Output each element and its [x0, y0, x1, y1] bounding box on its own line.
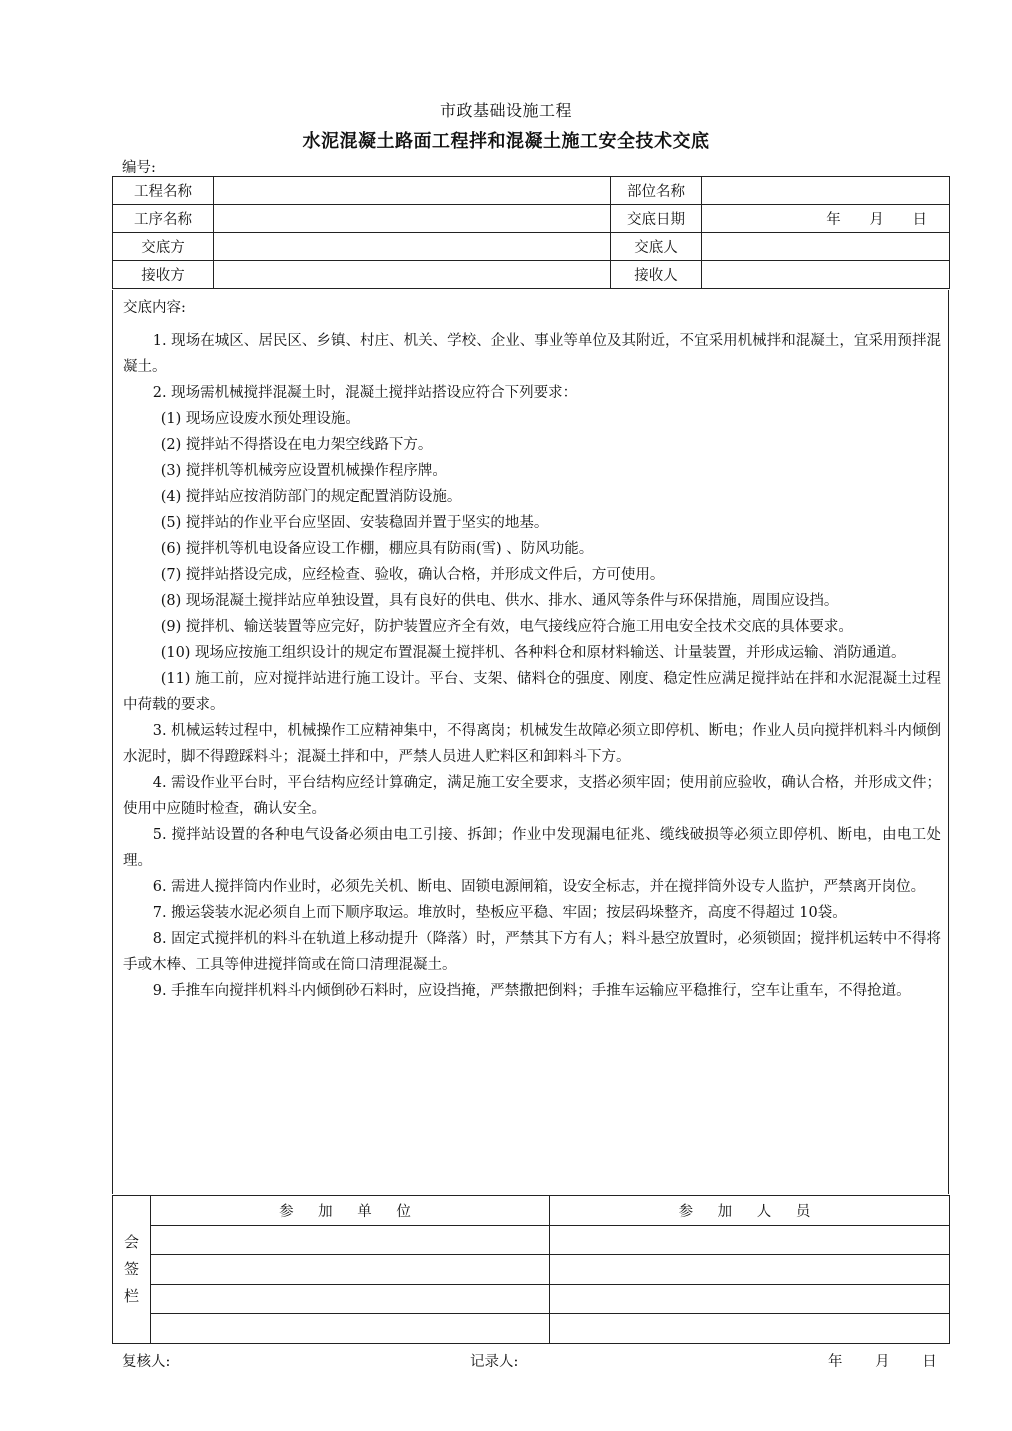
info-row-project	[113, 177, 950, 205]
content-paragraph: (10) 现场应按施工组织设计的规定布置混凝土搅拌机、各种料仓和原材料输送、计量装置，并形成运输、消防通道。	[160, 645, 906, 661]
receiver-party-field[interactable]	[214, 261, 611, 289]
content-paragraph: 4. 需设作业平台时，平台结构应经计算确定，满足施工安全要求，支搭必须牢固；使用前应验收，确认合格，并形成文件；使用中应随时检查，确认安全。	[123, 775, 941, 817]
signature-row	[113, 1225, 950, 1255]
unit-cell[interactable]	[151, 1225, 550, 1255]
info-table	[112, 176, 950, 289]
footer-date: 年 月 日	[828, 1354, 951, 1370]
recorder-label: 记录人:	[470, 1354, 519, 1370]
part-name-field[interactable]	[702, 177, 950, 205]
side-char: 会	[123, 1232, 139, 1251]
serial-number-label: 编号:	[122, 160, 156, 176]
handover-date-label: 交底日期	[611, 205, 702, 233]
handover-content-body	[123, 328, 941, 1004]
content-paragraph: (7) 搅拌站搭设完成，应经检查、验收，确认合格，并形成文件后，方可使用。	[160, 567, 665, 583]
content-paragraph: (11) 施工前，应对搅拌站进行施工设计。平台、支架、储料仓的强度、刚度、稳定性应满足搅拌站在拌和水泥混凝土过程中荷载的要求。	[123, 671, 941, 713]
content-paragraph: 5. 搅拌站设置的各种电气设备必须由电工引接、拆卸；作业中发现漏电征兆、缆线破损等必须立即停机、断电，由电工处理。	[123, 827, 941, 869]
project-name-label: 工程名称	[113, 177, 214, 205]
content-paragraph: (9) 搅拌机、输送装置等应完好，防护装置应齐全有效，电气接线应符合施工用电安全技术交底的具体要求。	[160, 619, 853, 635]
person-cell[interactable]	[550, 1284, 950, 1314]
receiver-party-label: 接收方	[113, 261, 214, 289]
giver-party-field[interactable]	[214, 233, 611, 261]
signature-table	[112, 1195, 950, 1344]
participating-person-header: 参 加 人 员	[550, 1196, 950, 1226]
document-title: 水泥混凝土路面工程拌和混凝土施工安全技术交底	[302, 131, 710, 152]
content-paragraph: 7. 搬运袋装水泥必须自上而下顺序取运。堆放时，垫板应平稳、牢固；按层码垛整齐，高度不得超过 10袋。	[152, 905, 847, 921]
handover-content-box	[112, 290, 949, 1194]
content-paragraph: 1. 现场在城区、居民区、乡镇、村庄、机关、学校、企业、事业等单位及其附近，不宜采用机械拌和混凝土，宜采用预拌混凝土。	[123, 333, 941, 375]
reviewer-label: 复核人:	[122, 1354, 171, 1370]
signature-row	[113, 1284, 950, 1314]
signature-row	[113, 1255, 950, 1285]
side-char: 签	[123, 1259, 139, 1278]
receiver-person-field[interactable]	[702, 261, 950, 289]
content-paragraph: (5) 搅拌站的作业平台应坚固、安装稳固并置于坚实的地基。	[160, 515, 549, 531]
person-cell[interactable]	[550, 1255, 950, 1285]
content-paragraph: (8) 现场混凝土搅拌站应单独设置，具有良好的供电、供水、排水、通风等条件与环保措施，周围应设挡。	[160, 593, 839, 609]
content-paragraph: 6. 需进人搅拌筒内作业时，必须先关机、断电、固锁电源闸箱，设安全标志，并在搅拌筒外设专人监护，严禁离开岗位。	[152, 879, 926, 895]
unit-cell[interactable]	[151, 1284, 550, 1314]
unit-cell[interactable]	[151, 1255, 550, 1285]
process-name-label: 工序名称	[113, 205, 214, 233]
side-char: 栏	[123, 1286, 139, 1305]
giver-party-label: 交底方	[113, 233, 214, 261]
handover-date-field[interactable]: 年 月 日	[702, 205, 950, 233]
person-cell[interactable]	[550, 1225, 950, 1255]
giver-person-field[interactable]	[702, 233, 950, 261]
process-name-field[interactable]	[214, 205, 611, 233]
unit-cell[interactable]	[151, 1314, 550, 1344]
part-name-label: 部位名称	[611, 177, 702, 205]
person-cell[interactable]	[550, 1314, 950, 1344]
info-row-giver	[113, 233, 950, 261]
signature-row	[113, 1314, 950, 1344]
receiver-person-label: 接收人	[611, 261, 702, 289]
signature-side-label	[113, 1196, 151, 1344]
content-paragraph: (1) 现场应设废水预处理设施。	[160, 411, 360, 427]
signature-header-row	[113, 1196, 950, 1226]
content-paragraph: (3) 搅拌机等机械旁应设置机械操作程序牌。	[160, 463, 447, 479]
content-paragraph: 9. 手推车向搅拌机料斗内倾倒砂石料时，应设挡掩，严禁撒把倒料；手推车运输应平稳推行，空车让重车，不得抢道。	[152, 983, 911, 999]
content-paragraph: (2) 搅拌站不得搭设在电力架空线路下方。	[160, 437, 433, 453]
content-paragraph: (4) 搅拌站应按消防部门的规定配置消防设施。	[160, 489, 462, 505]
info-row-process	[113, 205, 950, 233]
document-supertitle: 市政基础设施工程	[439, 101, 572, 120]
content-paragraph: 2. 现场需机械搅拌混凝土时，混凝土搅拌站搭设应符合下列要求：	[152, 385, 578, 401]
content-paragraph: 3. 机械运转过程中，机械操作工应精神集中，不得离岗；机械发生故障必须立即停机、断电；作业人员向搅拌机料斗内倾倒水泥时，脚不得蹬踩料斗；混凝土拌和中，严禁人员进人贮料区和卸料斗下方。	[123, 723, 941, 765]
content-paragraph: (6) 搅拌机等机电设备应设工作棚，棚应具有防雨(雪) 、防风功能。	[160, 541, 594, 557]
content-paragraph: 8. 固定式搅拌机的料斗在轨道上移动提升（降落）时，严禁其下方有人；料斗悬空放置时，必须锁固；搅拌机运转中不得将手或木棒、工具等伸进搅拌筒或在筒口清理混凝土。	[123, 931, 941, 973]
participating-unit-header: 参 加 单 位	[151, 1196, 550, 1226]
handover-content-label: 交底内容:	[123, 300, 186, 316]
info-row-receiver	[113, 261, 950, 289]
giver-person-label: 交底人	[611, 233, 702, 261]
project-name-field[interactable]	[214, 177, 611, 205]
